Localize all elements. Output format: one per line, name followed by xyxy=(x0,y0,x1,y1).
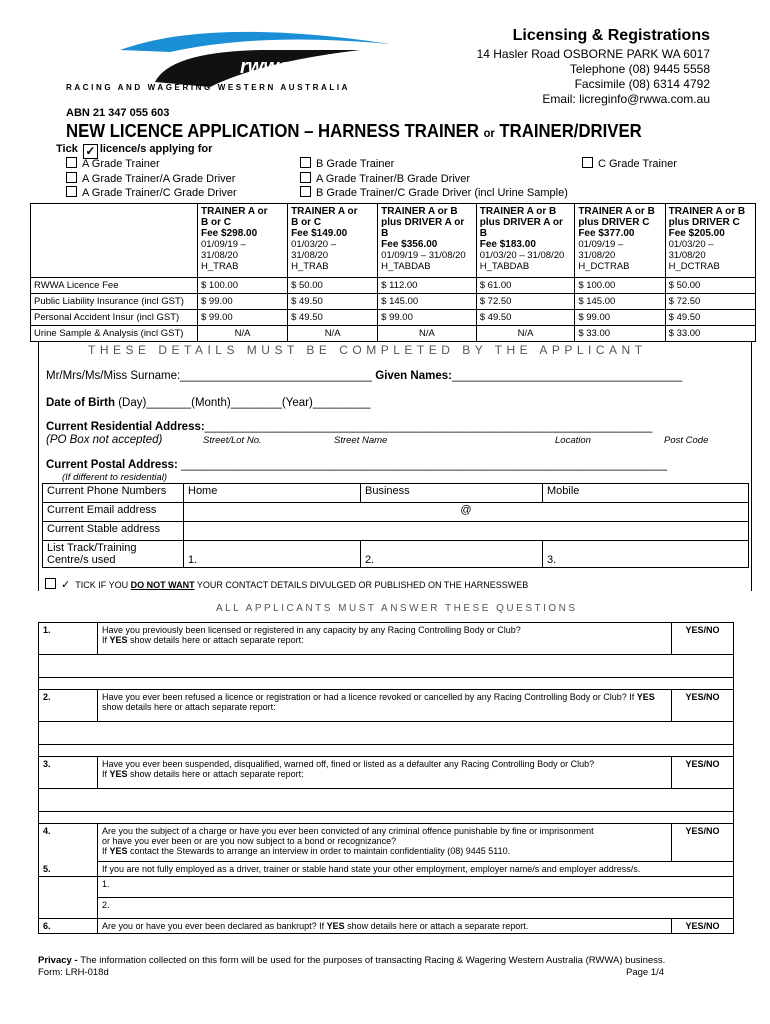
street-name-label: Street Name xyxy=(334,435,388,446)
email: Email: licreginfo@rwwa.com.au xyxy=(542,92,710,106)
publish-optout[interactable]: ✓ TICK IF YOU DO NOT WANT YOUR CONTACT DETAILS DIVULGED OR PUBLISHED ON THE HARNESSWEB xyxy=(45,578,528,591)
answer-area[interactable] xyxy=(39,789,734,812)
yes-no-answer[interactable]: YES/NO xyxy=(672,757,734,789)
residential-address-field[interactable]: Current Residential Address:______________________________________________________________________ xyxy=(46,421,653,433)
contact-header xyxy=(477,28,710,107)
yes-no-answer[interactable]: YES/NO xyxy=(672,919,734,934)
options-col3 xyxy=(582,157,677,170)
stable-address-input[interactable] xyxy=(184,522,749,541)
page-number: Page 1/4 xyxy=(626,967,665,978)
fee-row: Urine Sample & Analysis (incl GST) N/A N/A N/A N/A $ 33.00 $ 33.00 xyxy=(31,326,756,342)
checkbox[interactable] xyxy=(300,186,311,197)
answer-area[interactable] xyxy=(39,655,734,678)
check-icon: ✓ xyxy=(61,579,71,591)
telephone: Telephone (08) 9445 5558 xyxy=(569,62,710,76)
mobile-phone-input[interactable]: Mobile xyxy=(543,484,749,503)
fee-col-header: TRAINER A or B or C Fee $149.00 01/03/20 – 31/08/20 H_TRAB xyxy=(288,204,378,278)
fee-row: RWWA Licence Fee $ 100.00 $ 50.00 $ 112.00 $ 61.00 $ 100.00 $ 50.00 xyxy=(31,278,756,294)
yes-no-answer[interactable]: YES/NO xyxy=(672,690,734,722)
org-name: RACING AND WAGERING WESTERN AUSTRALIA xyxy=(66,83,351,92)
location-label: Location xyxy=(555,435,591,446)
street-lot-label: Street/Lot No. xyxy=(203,435,262,446)
track-2-input[interactable]: 2. xyxy=(361,541,543,568)
tick-instruction: Tick ✓ licence/s applying for xyxy=(56,143,213,158)
fee-col-header: TRAINER A or B plus DRIVER A or B Fee $356.00 01/09/19 – 31/08/20 H_TABDAB xyxy=(378,204,477,278)
question-row: 2. Have you ever been refused a licence or registration or had a licence revoked or cancelled by any Racing Controlling Body or Club? If YES show details here or attach separate report: YES/NO xyxy=(39,690,734,722)
question-row: 3. Have you ever been suspended, disqualified, warned off, fined or listed as a defaulter any Racing Controlling Body or Club? If YES show details here or attach separate report: YES/NO xyxy=(39,757,734,789)
questions-table xyxy=(38,622,734,934)
option-a-trainer[interactable]: A Grade Trainer xyxy=(66,157,237,172)
facsimile: Facsimile (08) 6314 4792 xyxy=(574,77,710,91)
checkbox[interactable] xyxy=(300,172,311,183)
checkbox[interactable] xyxy=(66,157,77,168)
employment-answer-2[interactable]: 2. xyxy=(98,898,734,919)
logo-wordmark: rwwa xyxy=(240,56,291,78)
track-3-input[interactable]: 3. xyxy=(543,541,749,568)
yes-no-answer[interactable]: YES/NO xyxy=(672,824,734,862)
business-phone-input[interactable]: Business xyxy=(361,484,543,503)
option-a-trainer-a-driver[interactable]: A Grade Trainer/A Grade Driver xyxy=(66,172,237,187)
fee-table xyxy=(30,203,756,342)
fee-col-header: TRAINER A or B plus DRIVER A or B Fee $183.00 01/03/20 – 31/08/20 H_TABDAB xyxy=(476,204,575,278)
option-b-trainer-c-driver[interactable]: B Grade Trainer/C Grade Driver (incl Urine Sample) xyxy=(300,186,568,201)
options-col1 xyxy=(66,157,237,201)
checkbox[interactable] xyxy=(582,157,593,168)
fee-col-header: TRAINER A or B plus DRIVER C Fee $205.00 01/03/20 – 31/08/20 H_DCTRAB xyxy=(665,204,755,278)
postcode-label: Post Code xyxy=(664,435,709,446)
option-c-trainer[interactable]: C Grade Trainer xyxy=(582,157,677,170)
form-code: Form: LRH-018d xyxy=(38,967,109,978)
checkbox[interactable] xyxy=(66,186,77,197)
checkbox[interactable] xyxy=(66,172,77,183)
question-row: 4. Are you the subject of a charge or have you ever been convicted of any criminal offence punishable by fine or imprisonment or have you ever been or are you now subject to a bond or recognizance? If YES contact the Stewards to arrange an interview in order to maintain confidentiality (08) 9445 5110. YES/NO xyxy=(39,824,734,862)
surname-field[interactable]: Mr/Mrs/Ms/Miss Surname:______________________________ Given Names:____________________________________ xyxy=(46,370,683,382)
fee-row: Personal Accident Insur (incl GST) $ 99.00 $ 49.50 $ 99.00 $ 49.50 $ 99.00 $ 49.50 xyxy=(31,310,756,326)
postal-note: (If different to residential) xyxy=(62,472,168,483)
home-phone-input[interactable]: Home xyxy=(184,484,361,503)
answer-area[interactable] xyxy=(39,722,734,745)
question-row: 5. If you are not fully employed as a driver, trainer or stable hand state your other employment, employer name/s and employer address/s. xyxy=(39,862,734,877)
option-a-trainer-c-driver[interactable]: A Grade Trainer/C Grade Driver xyxy=(66,186,237,201)
email-input[interactable]: @ xyxy=(184,503,749,522)
question-row: 1. Have you previously been licensed or registered in any capacity by any Racing Controlling Body or Club? If YES show details here or attach separate report: YES/NO xyxy=(39,623,734,655)
checkbox[interactable] xyxy=(45,578,56,589)
po-box-note: (PO Box not accepted) xyxy=(46,434,163,446)
details-banner: THESE DETAILS MUST BE COMPLETED BY THE APPLICANT xyxy=(88,343,647,357)
track-1-input[interactable]: 1. xyxy=(184,541,361,568)
privacy-note: Privacy - The information collected on this form will be used for the purposes of transacting Racing & Wagering Western Australia (RWWA) business. xyxy=(38,955,666,966)
check-icon: ✓ xyxy=(83,144,98,159)
page-title: NEW LICENCE APPLICATION – HARNESS TRAINER or TRAINER/DRIVER xyxy=(66,121,642,141)
abn: ABN 21 347 055 603 xyxy=(66,107,170,119)
question-row: 6. Are you or have you ever been declared as bankrupt? If YES show details here or attach a separate report. YES/NO xyxy=(39,919,734,934)
checkbox[interactable] xyxy=(300,157,311,168)
contact-table: Current Phone Numbers Home Business Mobile Current Email address @ Current Stable address List Track/Training Centre/s used 1. 2. 3. xyxy=(42,483,749,568)
fee-row: Public Liability Insurance (incl GST) $ 99.00 $ 49.50 $ 145.00 $ 72.50 $ 145.00 $ 72.50 xyxy=(31,294,756,310)
fee-col-header: TRAINER A or B or C Fee $298.00 01/09/19 – 31/08/20 H_TRAB xyxy=(198,204,288,278)
option-a-trainer-b-driver[interactable]: A Grade Trainer/B Grade Driver xyxy=(300,172,568,187)
postal-address-field[interactable]: Current Postal Address: ____________________________________________________________________________ xyxy=(46,459,668,471)
address: 14 Hasler Road OSBORNE PARK WA 6017 xyxy=(476,47,710,61)
dept-title: Licensing & Registrations xyxy=(512,27,710,44)
employment-answer-1[interactable]: 1. xyxy=(98,877,734,898)
dob-field[interactable]: Date of Birth (Day)_______(Month)________(Year)_________ xyxy=(46,397,371,409)
options-col2 xyxy=(300,157,568,201)
yes-no-answer[interactable]: YES/NO xyxy=(672,623,734,655)
fee-col-header: TRAINER A or B plus DRIVER C Fee $377.00 01/09/19 – 31/08/20 H_DCTRAB xyxy=(575,204,665,278)
questions-banner: ALL APPLICANTS MUST ANSWER THESE QUESTIONS xyxy=(216,603,578,614)
option-b-trainer[interactable]: B Grade Trainer xyxy=(300,157,568,172)
